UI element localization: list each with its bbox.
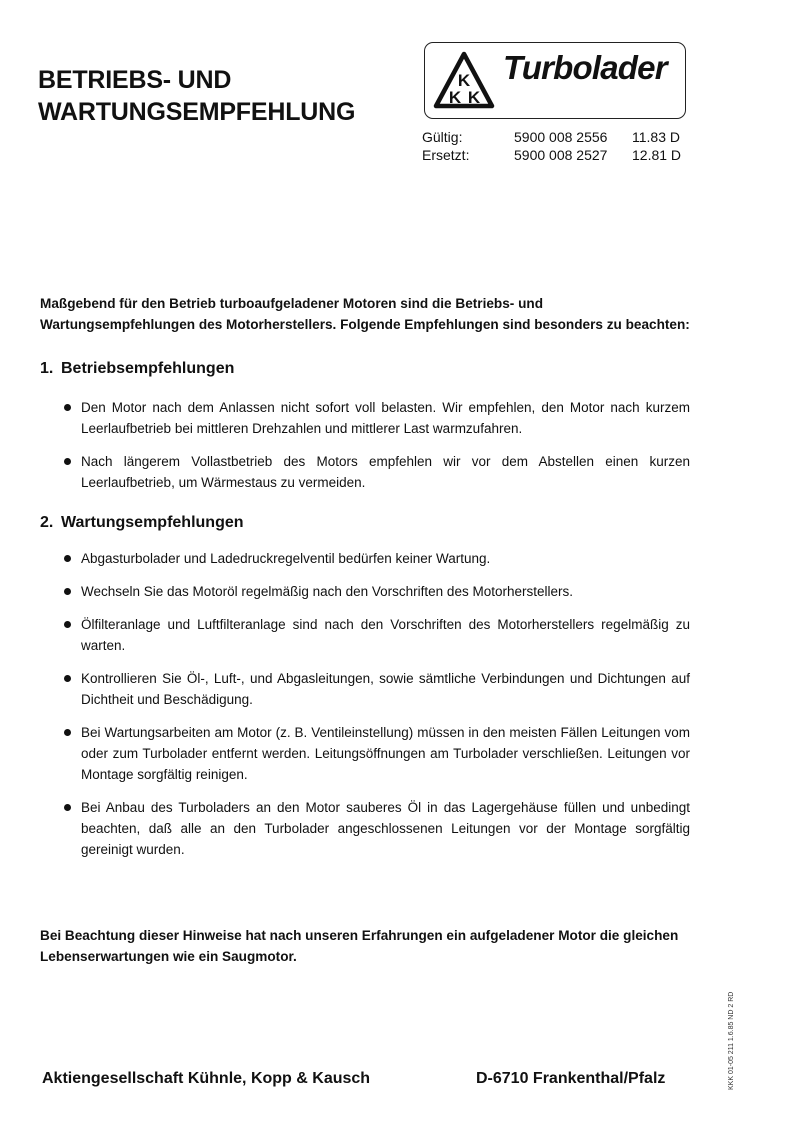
list-item (64, 614, 690, 656)
logo-wordmark: Turbolader (503, 49, 667, 86)
list-item (64, 668, 690, 710)
list-item (64, 722, 690, 785)
title-line-1: BETRIEBS- UND (38, 66, 232, 94)
valid-date: 11.83 D (632, 129, 680, 145)
bullet-icon (64, 588, 71, 595)
replaced-label: Ersetzt: (422, 147, 470, 163)
section-heading-operation (40, 360, 234, 378)
intro-paragraph: Maßgebend für den Betrieb turboaufgeladener Motoren sind die Betriebs- und Wartungsempfehlungen des Motorherstellers. Folgende Empfehlungen sind besonders zu beachten: (40, 296, 690, 332)
meta-row-replaced (422, 146, 702, 164)
section-number: 1. (40, 360, 54, 377)
bullet-icon (64, 729, 71, 736)
section-heading-maintenance (40, 514, 244, 532)
list-item-text: Bei Wartungsarbeiten am Motor (z. B. Ventileinstellung) müssen in den meisten Fällen Leitungen vom oder zum Turbolader entfernt werden. Leitungsöffnungen am Turbolader verschließen. Leitungen vor Montage sorgfältig reinigen. (81, 725, 690, 782)
document-meta (422, 128, 702, 164)
list-item (64, 797, 690, 860)
list-item-text: Kontrollieren Sie Öl-, Luft-, und Abgasleitungen, sowie sämtliche Verbindungen und Dichtungen auf Dichtheit und Beschädigung. (81, 671, 690, 707)
logo-letter-top: K (457, 71, 471, 90)
list-item-text: Nach längerem Vollastbetrieb des Motors empfehlen wir vor dem Abstellen einen kurzen Leerlaufbetrieb, um Wärmestaus zu vermeiden. (81, 454, 690, 490)
section-title: Betriebsempfehlungen (61, 360, 235, 377)
kkk-triangle-logo-icon (433, 51, 495, 109)
list-item (64, 397, 690, 439)
print-code: KKK 01-05 211 1.6.85 ND 2 RD (728, 991, 735, 1090)
list-item-text: Ölfilteranlage und Luftfilteranlage sind nach den Vorschriften des Motorherstellers regelmäßig zu warten. (81, 617, 690, 653)
list-item (64, 581, 690, 602)
conclusion-paragraph: Bei Beachtung dieser Hinweise hat nach unseren Erfahrungen ein aufgeladener Motor die gleichen Lebenserwartungen wie ein Saugmotor. (40, 928, 679, 964)
section-number: 2. (40, 514, 54, 531)
section-title: Wartungsempfehlungen (61, 514, 244, 531)
bullet-icon (64, 621, 71, 628)
valid-label: Gültig: (422, 129, 463, 145)
turbolader-logo (424, 42, 686, 119)
document-title (38, 64, 355, 128)
list-item (64, 451, 690, 493)
list-item (64, 548, 690, 569)
list-item-text: Bei Anbau des Turboladers an den Motor sauberes Öl in das Lagergehäuse füllen und unbedingt beachten, daß alle an den Turbolader angeschlossenen Leitungen vor der Montage sorgfältig gereinigt wurden. (81, 800, 690, 857)
list-item-text: Abgasturbolader und Ladedruckregelventil bedürfen keiner Wartung. (81, 551, 491, 566)
footer-company: Aktiengesellschaft Kühnle, Kopp & Kausch (42, 1070, 371, 1087)
bullet-icon (64, 404, 71, 411)
list-item-text: Wechseln Sie das Motoröl regelmäßig nach den Vorschriften des Motorherstellers. (81, 584, 573, 599)
operation-recommendations-list (64, 397, 690, 505)
logo-letter-left: K (448, 88, 462, 107)
bullet-icon (64, 458, 71, 465)
logo-letter-right: K (467, 88, 481, 107)
footer-location: D-6710 Frankenthal/Pfalz (476, 1070, 666, 1087)
replaced-number: 5900 008 2527 (514, 147, 608, 163)
title-line-2: WARTUNGSEMPFEHLUNG (38, 98, 356, 126)
replaced-date: 12.81 D (632, 147, 682, 163)
valid-number: 5900 008 2556 (514, 129, 608, 145)
bullet-icon (64, 804, 71, 811)
bullet-icon (64, 675, 71, 682)
bullet-icon (64, 555, 71, 562)
maintenance-recommendations-list (64, 548, 690, 872)
meta-row-valid (422, 128, 702, 146)
list-item-text: Den Motor nach dem Anlassen nicht sofort voll belasten. Wir empfehlen, den Motor nach kurzem Leerlaufbetrieb bei mittleren Drehzahlen und mittlerer Last warmzufahren. (81, 400, 690, 436)
